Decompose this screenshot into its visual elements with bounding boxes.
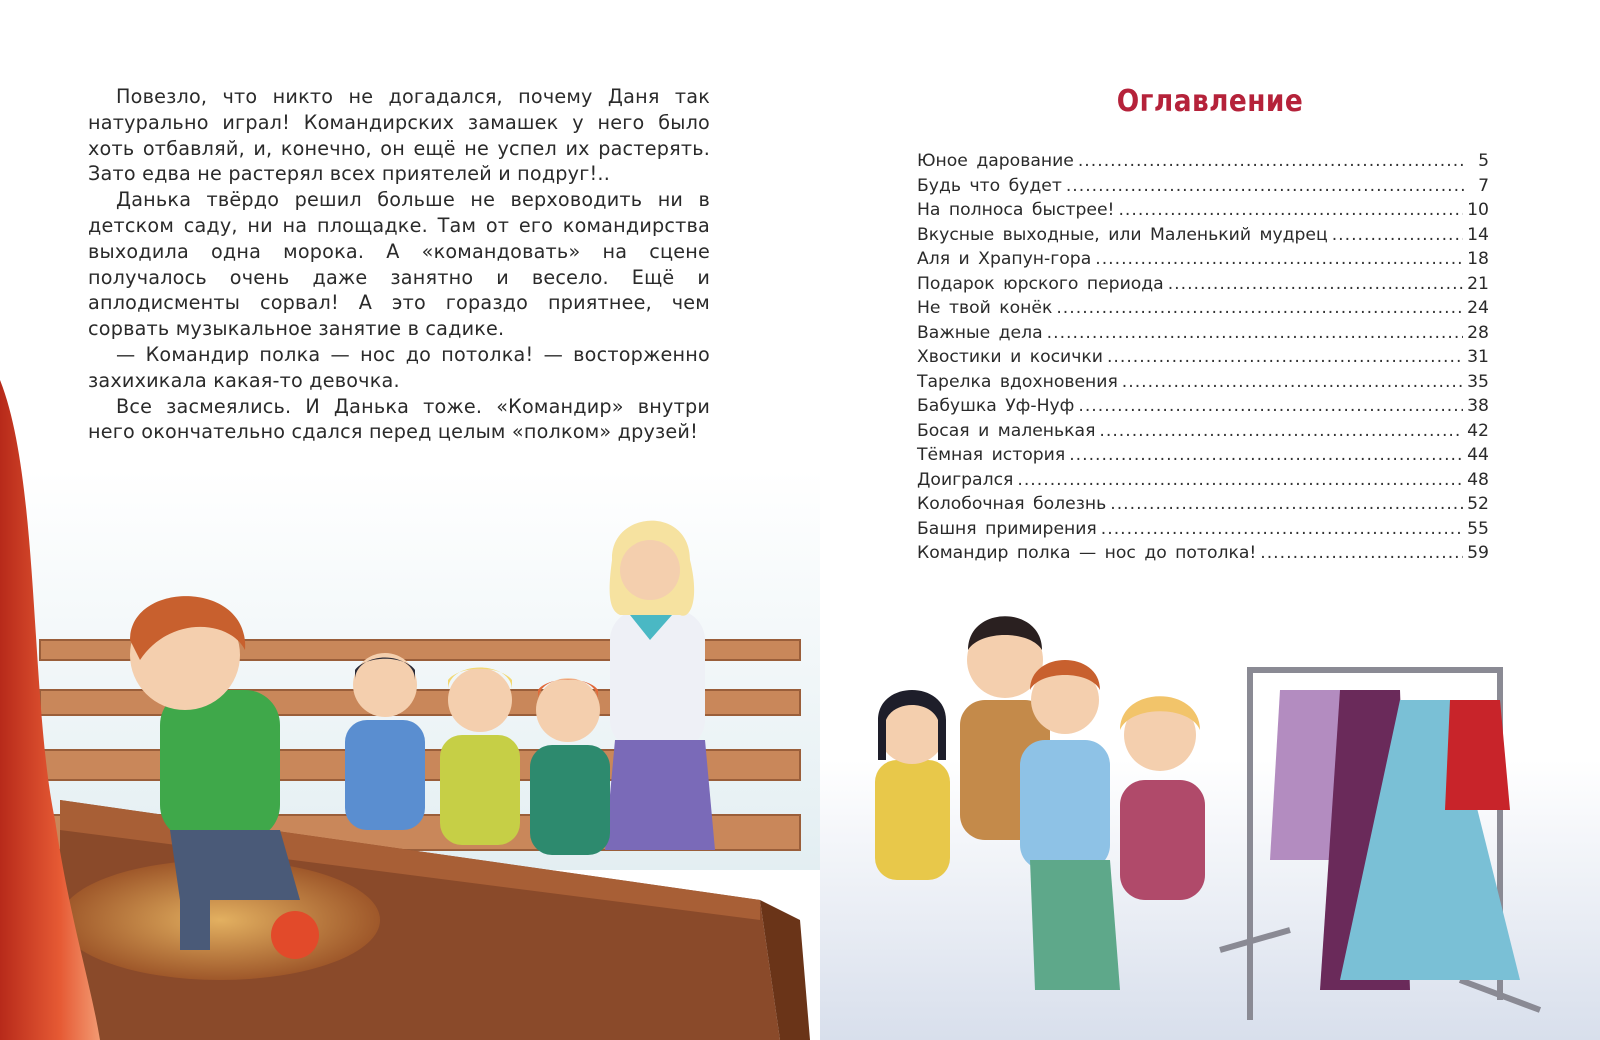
toc-leader-dots	[1017, 470, 1463, 490]
toc-entry-title: Подарок юрского периода	[917, 273, 1164, 294]
toc-entry-page: 55	[1467, 518, 1489, 539]
toc-entry-page: 38	[1467, 396, 1489, 416]
toc-leader-dots	[1078, 151, 1467, 171]
toc-leader-dots	[1118, 200, 1463, 220]
toc-leader-dots	[1101, 519, 1463, 539]
toc-entry-title: Аля и Храпун-гора	[917, 249, 1092, 269]
toc-entry[interactable]	[917, 225, 1489, 250]
toc-leader-dots	[1047, 323, 1463, 343]
toc-entry-page: 59	[1467, 543, 1489, 563]
toc-entry-page: 18	[1467, 249, 1489, 269]
right-page	[820, 0, 1600, 1040]
toc-entry[interactable]	[917, 470, 1489, 495]
toc-leader-dots	[1168, 274, 1463, 294]
toc-entry[interactable]	[917, 176, 1489, 201]
toc-entry-title: Босая и маленькая	[917, 420, 1096, 441]
toc-entry-title: Юное дарование	[917, 151, 1074, 171]
toc-entry-title: Хвостики и косички	[917, 347, 1103, 367]
toc-entry-page: 24	[1467, 298, 1489, 318]
toc-entry-title: Башня примирения	[917, 518, 1097, 539]
toc-entry[interactable]	[917, 298, 1489, 323]
story-paragraph-2: Данька твёрдо решил больше не верховодить ни в детском саду, ни на площадке. Там от его командирства выходила одна морока. А «командовать» на сцене получалось очень даже занятно и весело. Ещё и аплодисменты сорвал! А это гораздо приятнее, чем сорвать музыкальное занятие в садике.	[88, 188, 710, 341]
toc-leader-dots	[1107, 347, 1463, 367]
toc-title: Оглавление	[1116, 84, 1304, 119]
toc-entry[interactable]	[917, 372, 1489, 397]
toc-entry-title: Колобочная болезнь	[917, 494, 1107, 514]
toc-leader-dots	[1066, 176, 1467, 196]
toc-leader-dots	[1069, 445, 1463, 465]
toc-entry-title: Тёмная история	[917, 445, 1066, 465]
toc-entry-title: Не твой конёк	[917, 298, 1053, 318]
toc-leader-dots	[1078, 396, 1463, 416]
toc-leader-dots	[1099, 421, 1463, 441]
toc-entry-page: 10	[1467, 200, 1489, 220]
toc-entry-page: 35	[1467, 371, 1489, 392]
toc-entry-title: Тарелка вдохновения	[917, 371, 1118, 392]
toc-entry[interactable]	[917, 396, 1489, 421]
story-paragraph-1: Повезло, что никто не догадался, почему Даня так натурально играл! Командирских замашек у него было хоть отбавляй, и, конечно, он ещё не успел их растерять. Зато едва не растерял всех приятелей и подруг!..	[88, 85, 710, 186]
toc-entry-page: 21	[1467, 273, 1489, 294]
toc-leader-dots	[1056, 298, 1463, 318]
toc-entry-page: 28	[1467, 322, 1489, 343]
table-of-contents	[917, 151, 1489, 568]
toc-entry[interactable]	[917, 151, 1489, 176]
toc-entry-page: 7	[1478, 175, 1489, 196]
toc-entry[interactable]	[917, 519, 1489, 544]
toc-entry-title: На полноса быстрее!	[917, 200, 1115, 220]
toc-entry-title: Будь что будет	[917, 175, 1062, 196]
toc-entry[interactable]	[917, 494, 1489, 519]
toc-entry[interactable]	[917, 421, 1489, 446]
toc-leader-dots	[1332, 225, 1463, 245]
toc-entry-page: 48	[1467, 469, 1489, 490]
kids-group	[345, 653, 610, 855]
toc-entry-page: 42	[1467, 420, 1489, 441]
toc-entry-title: Доигрался	[917, 469, 1014, 490]
toc-entry[interactable]	[917, 274, 1489, 299]
toc-entry-page: 14	[1467, 224, 1489, 245]
toc-entry-page: 31	[1467, 347, 1489, 367]
toc-entry-page: 5	[1478, 151, 1489, 171]
toc-entry[interactable]	[917, 347, 1489, 372]
toc-entry[interactable]	[917, 445, 1489, 470]
toc-leader-dots	[1122, 372, 1463, 392]
story-text	[88, 84, 710, 445]
toc-entry-page: 44	[1467, 445, 1489, 465]
toc-entry-title: Командир полка — нос до потолка!	[917, 543, 1257, 563]
toc-entry[interactable]	[917, 323, 1489, 348]
toc-entry-page: 52	[1467, 494, 1489, 514]
toc-entry-title: Бабушка Уф-Нуф	[917, 396, 1075, 416]
toc-leader-dots	[1110, 494, 1463, 514]
story-paragraph-3: — Командир полка — нос до потолка! — восторженно захихикала какая-то девочка.	[88, 342, 710, 392]
toc-leader-dots	[1260, 543, 1463, 563]
toc-entry-title: Важные дела	[917, 322, 1043, 343]
toc-entry[interactable]	[917, 200, 1489, 225]
toc-entry[interactable]	[917, 249, 1489, 274]
story-paragraph-4: Все засмеялись. И Данька тоже. «Командир» внутри него окончательно сдался перед целым «полком» друзей!	[88, 394, 710, 444]
toc-leader-dots	[1095, 249, 1463, 269]
toc-entry[interactable]	[917, 543, 1489, 568]
toc-entry-title: Вкусные выходные, или Маленький мудрец	[917, 224, 1328, 245]
